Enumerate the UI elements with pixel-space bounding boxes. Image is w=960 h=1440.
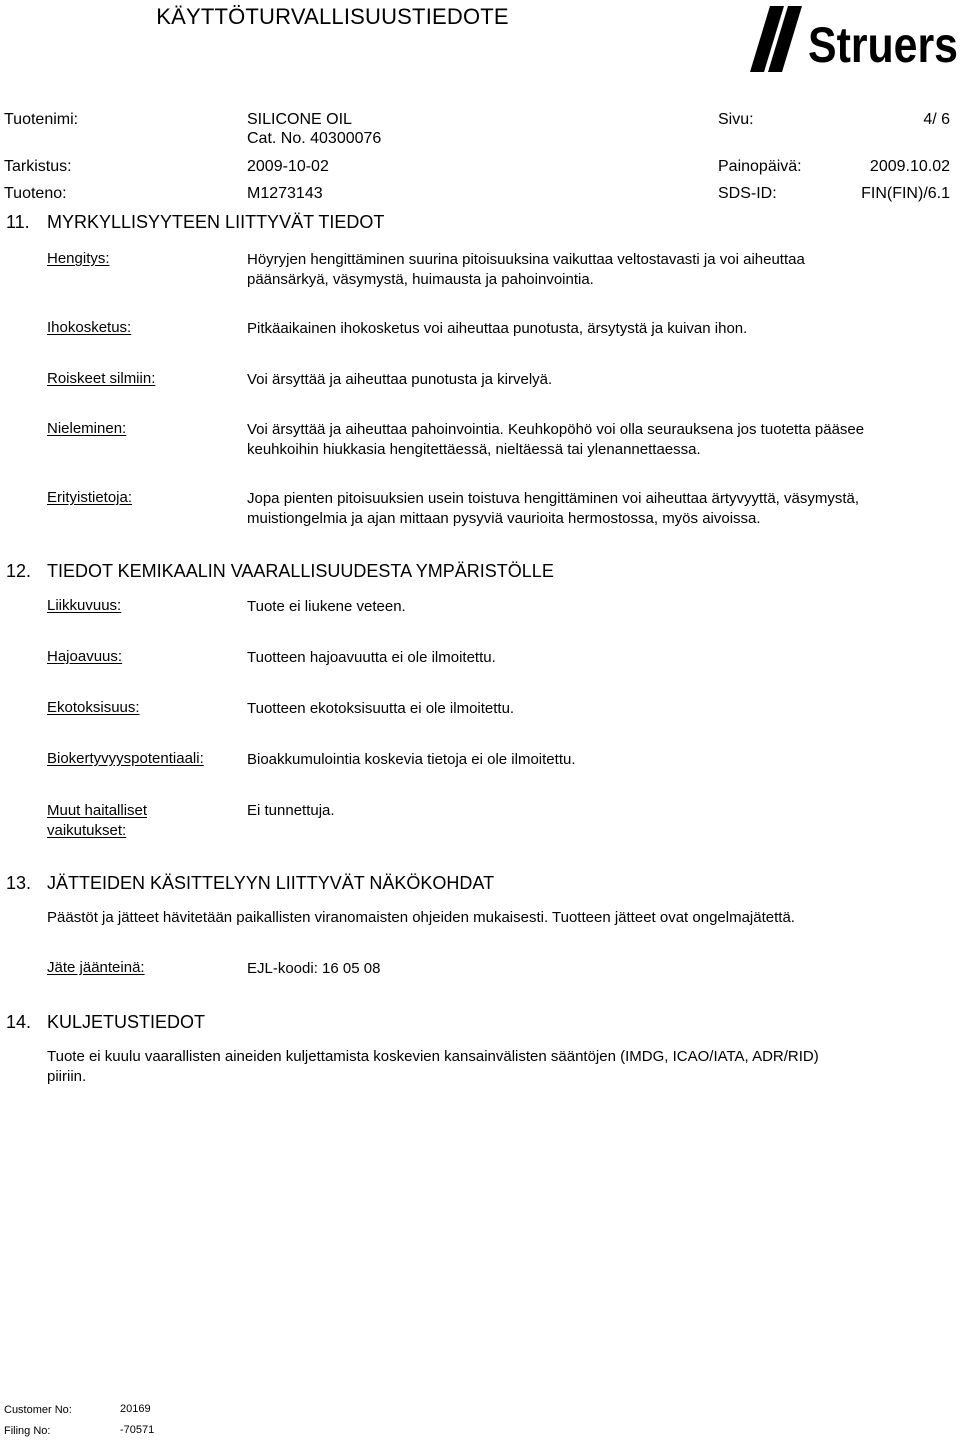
text-line: Höyryjen hengittäminen suurina pitoisuuksina vaikuttaa veltostavasti ja voi aiheuttaa (247, 251, 805, 268)
text-line: päänsärkyä, väsymystä, huimausta ja pahoinvointia. (247, 271, 594, 288)
section-11-title: MYRKYLLISYYTEEN LIITTYVÄT TIEDOT (47, 212, 385, 232)
customer-no-label: Customer No: (4, 1404, 72, 1416)
customer-no: 20169 (120, 1403, 151, 1415)
text-line: Voi ärsyttää ja aiheuttaa pahoinvointia. Keuhkopöhö voi olla seurauksena jos tuotetta pääsee (247, 421, 865, 438)
text-line: Tuote ei kuulu vaarallisten aineiden kuljettamista koskevien kansainvälisten sääntöjen (IMDG, ICAO/IATA, ADR/RID) (47, 1048, 819, 1065)
text-line: muistiongelmia ja ajan mittaan pysyviä vaurioita hermostossa, myös aivoissa. (247, 510, 761, 527)
muut-haitalliset-label (47, 801, 147, 841)
section-14-text (47, 1047, 942, 1087)
hengitys-text (247, 250, 805, 290)
hengitys-label: Hengitys: (47, 250, 110, 267)
ihokosketus-label: Ihokosketus: (47, 319, 132, 336)
text-line: piiriin. (47, 1068, 87, 1085)
struers-logo (742, 0, 960, 78)
section-12-title: TIEDOT KEMIKAALIN VAARALLISUUDESTA YMPÄRISTÖLLE (47, 561, 554, 581)
sds-id: FIN(FIN)/6.1 (861, 185, 950, 202)
cat-no: Cat. No. 40300076 (247, 130, 382, 147)
section-13-title: JÄTTEIDEN KÄSITTELYYN LIITTYVÄT NÄKÖKOHDAT (47, 873, 495, 893)
hajoavuus-text: Tuotteen hajoavuutta ei ole ilmoitettu. (247, 649, 496, 666)
nieleminen-label: Nieleminen: (47, 420, 127, 437)
text-line: Pitkäaikainen ihokosketus voi aiheuttaa punotusta, ärsytystä ja kuivan ihon. (247, 320, 748, 337)
logo-text: Struers (808, 17, 958, 73)
page-label: Sivu: (718, 111, 754, 128)
section-12-number: 12. (6, 561, 32, 581)
waste-value: EJL-koodi: 16 05 08 (247, 960, 381, 977)
hajoavuus-label: Hajoavuus: (47, 648, 123, 665)
liikkuvuus-text: Tuote ei liukene veteen. (247, 598, 406, 615)
ekotoksisuus-text: Tuotteen ekotoksisuutta ei ole ilmoitettu. (247, 700, 515, 717)
struers-logo-mark-icon (742, 0, 960, 78)
ihokosketus-text (247, 319, 747, 339)
sds-id-label: SDS-ID: (718, 185, 777, 202)
product-name: SILICONE OIL (247, 111, 352, 128)
text-line: Jopa pienten pitoisuuksien usein toistuva hengittäminen voi aiheuttaa ärtyvyyttä, väsymystä, (247, 490, 860, 507)
page-number: 4/ 6 (923, 111, 950, 128)
revision-date: 2009-10-02 (247, 158, 329, 175)
ekotoksisuus-label: Ekotoksisuus: (47, 699, 140, 716)
text-line: Voi ärsyttää ja aiheuttaa punotusta ja kirvelyä. (247, 371, 553, 388)
filing-no: -70571 (120, 1424, 155, 1436)
label-line: vaikutukset: (47, 822, 127, 839)
product-no-label: Tuoteno: (4, 185, 67, 202)
text-line: keuhkoihin hiukkasia hengitettäessä, nieltäessä tai ylenannettaessa. (247, 441, 701, 458)
biokertyvyyspotentiaali-label: Biokertyvyyspotentiaali: (47, 750, 204, 767)
section-11-number: 11. (6, 212, 30, 232)
revision-label: Tarkistus: (4, 158, 72, 175)
section-14-title: KULJETUSTIEDOT (47, 1012, 206, 1032)
liikkuvuus-label: Liikkuvuus: (47, 597, 122, 614)
waste-label: Jäte jäänteinä: (47, 959, 145, 976)
biokertyvyyspotentiaali-text: Bioakkumulointia koskevia tietoja ei ole ilmoitettu. (247, 751, 576, 768)
erityistietoja-text (247, 489, 859, 529)
erityistietoja-label: Erityistietoja: (47, 489, 133, 506)
product-no: M1273143 (247, 185, 323, 202)
section-14-number: 14. (6, 1012, 32, 1032)
muut-haitalliset-text: Ei tunnettuja. (247, 802, 335, 819)
product-name-label: Tuotenimi: (4, 111, 79, 128)
roiskeet-silmiin-text (247, 370, 552, 390)
print-date-label: Painopäivä: (718, 158, 802, 175)
label-line: Muut haitalliset (47, 802, 148, 819)
document-title: KÄYTTÖTURVALLISUUSTIEDOTE (156, 4, 509, 29)
nieleminen-text (247, 420, 864, 460)
section-13-number: 13. (6, 873, 32, 893)
filing-no-label: Filing No: (4, 1425, 51, 1437)
section-13-text: Päästöt ja jätteet hävitetään paikallisten viranomaisten ohjeiden mukaisesti. Tuotteen jätteet ovat ongelmajätettä. (47, 909, 795, 926)
print-date: 2009.10.02 (869, 158, 950, 175)
roiskeet-silmiin-label: Roiskeet silmiin: (47, 370, 156, 387)
